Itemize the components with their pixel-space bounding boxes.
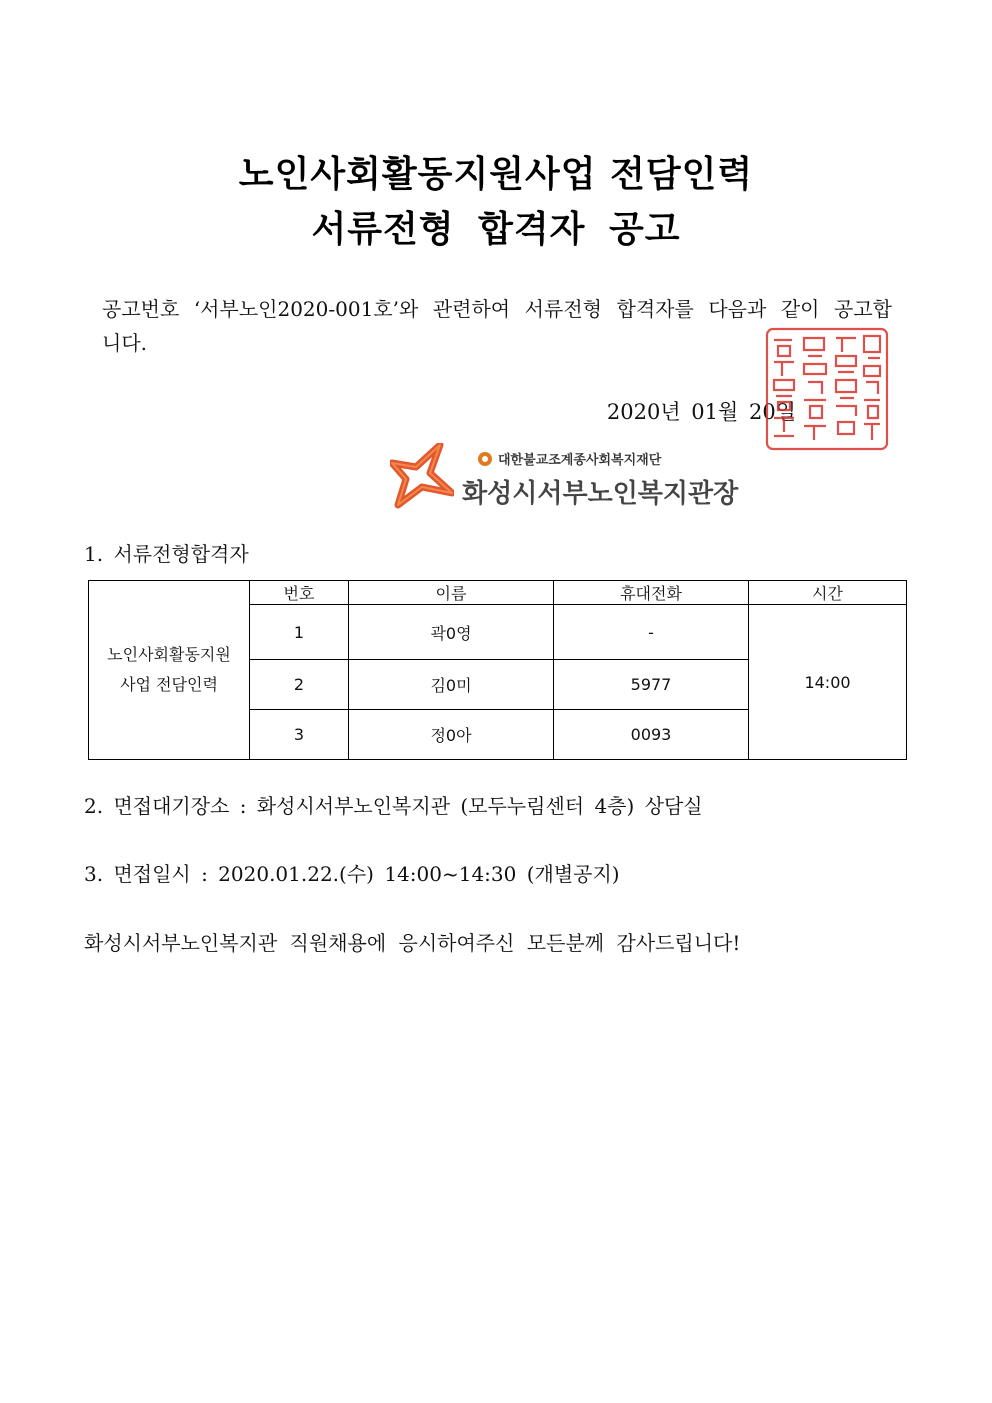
section-1-heading: 1. 서류전형합격자 bbox=[84, 542, 249, 566]
institution-name: 화성시서부노인복지관장 bbox=[462, 479, 739, 509]
row-number: 1 bbox=[250, 605, 349, 660]
column-header-name: 이름 bbox=[349, 581, 554, 605]
table-header-row bbox=[89, 581, 907, 605]
closing-message: 화성시서부노인복지관 직원채용에 응시하여주신 모든분께 감사드립니다! bbox=[84, 931, 741, 955]
official-seal-stamp bbox=[764, 326, 890, 452]
category-line-2: 사업 전담인력 bbox=[120, 675, 218, 694]
row-name: 김0미 bbox=[349, 660, 554, 710]
applicant-table bbox=[88, 580, 907, 760]
section-3-interview-date: 3. 면접일시 : 2020.01.22.(수) 14:00~14:30 (개별공지) bbox=[84, 862, 620, 886]
column-header-phone: 휴대전화 bbox=[554, 581, 749, 605]
intro-paragraph: 공고번호 ‘서부노인2020-001호’와 관련하여 서류전형 합격자를 다음과 같이 공고합니다. bbox=[102, 297, 892, 355]
row-number: 3 bbox=[250, 710, 349, 760]
row-phone: 0093 bbox=[554, 710, 749, 760]
title-line-2: 서류전형 합격자 공고 bbox=[311, 209, 681, 250]
row-name: 정0아 bbox=[349, 710, 554, 760]
row-phone: - bbox=[554, 605, 749, 660]
section-2-interview-location: 2. 면접대기장소 : 화성시서부노인복지관 (모두누림센터 4층) 상담실 bbox=[84, 794, 703, 818]
foundation-name bbox=[478, 449, 661, 468]
category-cell bbox=[89, 581, 250, 760]
row-number: 2 bbox=[250, 660, 349, 710]
row-phone: 5977 bbox=[554, 660, 749, 710]
institution-logo bbox=[390, 443, 739, 511]
announcement-date: 2020년 01월 20일 bbox=[606, 400, 796, 424]
column-header-no: 번호 bbox=[250, 581, 349, 605]
row-name: 곽0영 bbox=[349, 605, 554, 660]
foundation-emblem-icon bbox=[478, 452, 492, 466]
title-line-1: 노인사회활동지원사업 전담인력 bbox=[238, 154, 754, 195]
interview-time-cell: 14:00 bbox=[749, 605, 907, 760]
category-line-1: 노인사회활동지원 bbox=[107, 645, 231, 664]
foundation-name-text: 대한불교조계종사회복지재단 bbox=[498, 453, 662, 468]
star-logo-icon bbox=[390, 443, 454, 511]
column-header-time: 시간 bbox=[749, 581, 907, 605]
